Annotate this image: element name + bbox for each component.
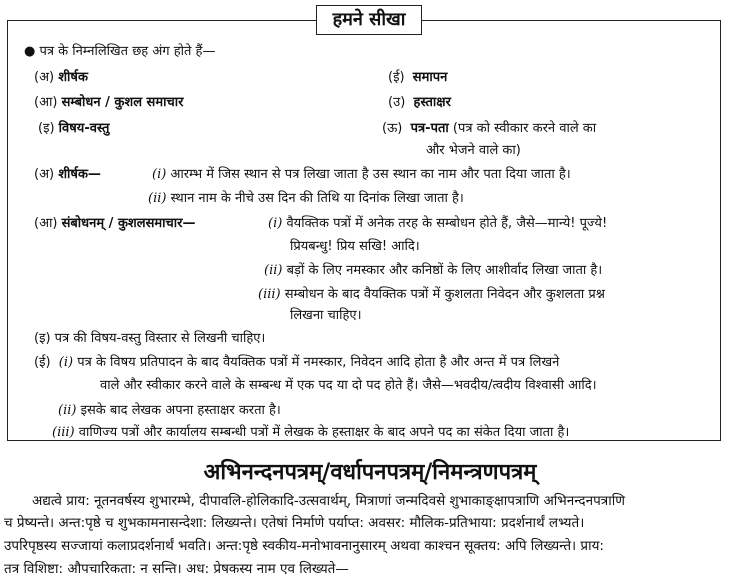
section-heading: अभिनन्दनपत्रम्/वर्धापनपत्रम्/निमन्त्रणपत्रम् (203, 460, 537, 485)
part-label: शीर्षक (58, 70, 88, 85)
section-a-item-2 (148, 190, 464, 208)
item-text: आरम्भ में जिस स्थान से पत्र लिखा जाता है उस स्थान का नाम और पता दिया जाता है। (170, 167, 571, 182)
item-text: इसके बाद लेखक अपना हस्ताक्षर करता है। (80, 403, 281, 418)
part-label: समापन (412, 70, 448, 85)
part-right-3-cont (426, 142, 521, 160)
section-aa-item-1-cont (290, 238, 420, 256)
section-label: शीर्षक— (58, 167, 101, 182)
item-text: स्थान नाम के नीचे उस दिन की तिथि या दिनांक लिखा जाता है। (170, 191, 464, 206)
item-num: (iii) (258, 287, 281, 302)
item-text: वाणिज्य पत्रों और कार्यालय सम्बन्धी पत्रों में लेखक के हस्ताक्षर के बाद अपने पद का संकेत दिया जाता है। (78, 425, 570, 440)
item-num: (ii) (148, 191, 167, 206)
part-label: हस्ताक्षर (413, 95, 451, 110)
marker: (अ) (34, 167, 55, 182)
part-label: विषय-वस्तु (58, 121, 110, 136)
paragraph-line-1: अद्यत्वे प्राय: नूतनवर्षस्य शुभारम्भे, दीपावलि-होलिकादि-उत्सवार्थम्, मित्राणां जन्मदिवसे शुभाकाङ्क्षापत्राणि अभिनन्दनपत्राणि (32, 493, 625, 509)
part-left-2 (34, 94, 183, 112)
section-shirshak (34, 166, 101, 184)
intro-text: पत्र के निम्नलिखित छह अंग होते हैं— (39, 44, 216, 59)
paragraph-line-2: च प्रेष्यन्ते। अन्त:पृष्ठे च शुभकामनासन्देशा: लिख्यन्ते। एतेषां निर्माणे पर्याप्त: अवसर: मौलिक-प्रतिभाया: प्रदर्शनार्थं लभ्यते। (4, 515, 585, 531)
part-left-1 (34, 69, 88, 87)
item-text: पत्र के विषय प्रतिपादन के बाद वैयक्तिक पत्रों में नमस्कार, निवेदन आदि होता है और अन्त में पत्र लिखने (77, 355, 560, 370)
section-ii-item-2 (58, 402, 281, 420)
item-num: (ii) (58, 403, 77, 418)
item-text-cont: लिखना चाहिए। (290, 308, 362, 323)
item-num: (ii) (264, 263, 283, 278)
part-right-1 (388, 69, 447, 87)
bullet-icon: ● (24, 44, 36, 59)
marker: (ई) (34, 355, 51, 370)
item-text: बड़ों के लिए नमस्कार और कनिष्ठों के लिए आशीर्वाद लिखा जाता है। (286, 263, 603, 278)
section-samapan (34, 354, 559, 372)
item-text-cont: वाले और स्वीकार करने वाले के सम्बन्ध में एक पद या दो पद होते हैं। जैसे—भवदीय/त्वदीय विश्वासी आदि। (100, 378, 597, 393)
section-aa-item-2 (264, 262, 602, 280)
paragraph-line-3: उपरिपृष्ठस्य सज्जायां कलाप्रदर्शनार्थं भवति। अन्त:पृष्ठे स्वकीय-मनोभावनानुसारम् अथवा काश्चन सूक्तय: अपि लिख्यन्ते। प्राय: (4, 538, 604, 554)
section-ii-item-1-cont (100, 377, 597, 395)
part-label: सम्बोधन / कुशल समाचार (61, 95, 184, 110)
section-aa-item-1 (268, 215, 607, 233)
part-right-3 (382, 120, 596, 138)
section-aa-item-3 (258, 286, 605, 304)
marker: (अ) (34, 70, 55, 85)
section-a-item-1 (152, 166, 571, 184)
item-num: (iii) (52, 425, 75, 440)
marker: (आ) (34, 95, 58, 110)
part-note-cont: और भेजने वाले का) (426, 143, 521, 158)
marker: (आ) (34, 216, 58, 231)
paragraph-line-4: तत्र विशिष्टा: औपचारिकता: न सन्ति। अध: प्रेषकस्य नाम एव लिख्यते— (4, 561, 349, 577)
part-left-3 (38, 120, 109, 138)
marker: (ऊ) (382, 121, 403, 136)
part-right-2 (388, 94, 451, 112)
part-label: पत्र-पता (410, 121, 449, 136)
section-label: संबोधनम् / कुशलसमाचार— (61, 216, 196, 231)
section-sambodhan (34, 215, 195, 233)
part-note: (पत्र को स्वीकार करने वाले का (452, 121, 597, 136)
marker: (उ) (388, 95, 406, 110)
marker: (इ) (34, 331, 51, 346)
item-num: (i) (152, 167, 167, 182)
item-num: (i) (268, 216, 283, 231)
marker: (इ) (38, 121, 55, 136)
item-num: (i) (58, 355, 74, 370)
item-text-cont: प्रियबन्धु! प्रिय सखि! आदि। (290, 239, 420, 254)
section-aa-item-3-cont (290, 307, 362, 325)
intro-line (24, 43, 215, 61)
section-text: पत्र की विषय-वस्तु विस्तार से लिखनी चाहिए। (54, 331, 266, 346)
item-text: सम्बोधन के बाद वैयक्तिक पत्रों में कुशलता निवेदन और कुशलता प्रश्न (284, 287, 605, 302)
marker: (ई) (388, 70, 405, 85)
summary-title: हमने सीखा (316, 5, 422, 35)
section-ii-item-3 (52, 424, 569, 442)
item-text: वैयक्तिक पत्रों में अनेक तरह के सम्बोधन होते हैं, जैसे—मान्ये! पूज्ये! (286, 216, 608, 231)
section-vishay (34, 330, 265, 348)
